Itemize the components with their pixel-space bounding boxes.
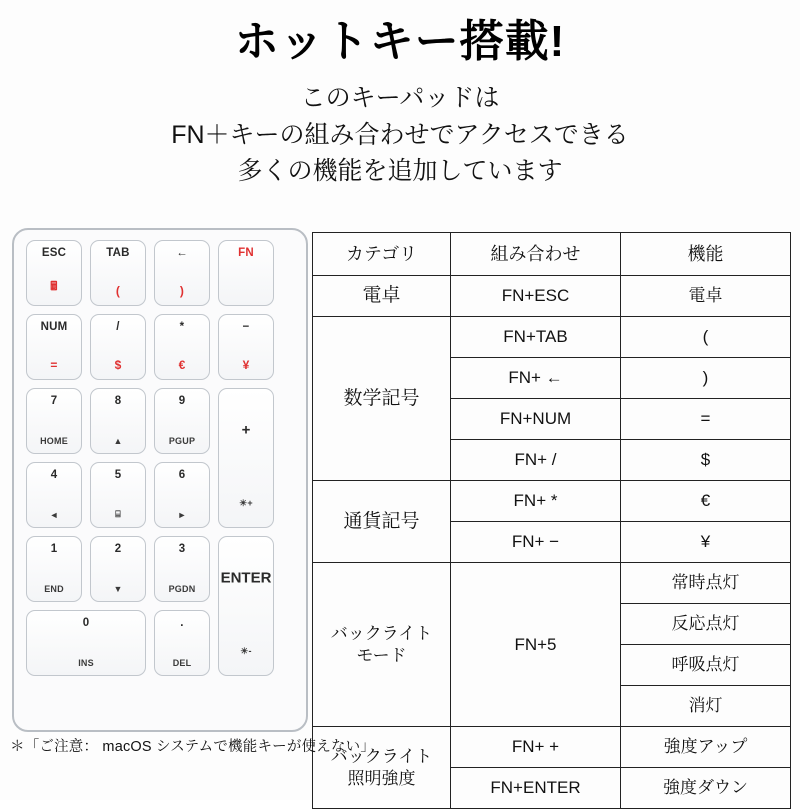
table-cell-combo: FN+ ← (451, 358, 621, 399)
key-k0-sublabel: INS (78, 658, 94, 668)
table-cell-category: 電卓 (313, 276, 451, 317)
hotkey-table-wrap (312, 232, 790, 809)
table-row (313, 563, 791, 604)
table-cell-function: 強度ダウン (621, 768, 791, 809)
key-k4-label: 4 (50, 469, 58, 481)
table-cell-category: 通貨記号 (313, 481, 451, 563)
key-slash[interactable] (90, 314, 146, 380)
key-num-label: NUM (40, 321, 68, 333)
key-k4-sublabel: ◄ (49, 510, 59, 520)
key-k5-label: 5 (114, 469, 122, 481)
key-minus-label: − (242, 321, 250, 333)
key-enter-sublabel: ☀- (240, 646, 252, 656)
key-fn[interactable] (218, 240, 274, 306)
table-cell-function: 呼吸点灯 (621, 645, 791, 686)
key-k3[interactable] (154, 536, 210, 602)
key-k0[interactable] (26, 610, 146, 676)
footnote: ＊「ご注意： macOS システムで機能キーが使えない」 (10, 739, 376, 755)
table-cell-function: $ (621, 440, 791, 481)
key-num[interactable] (26, 314, 82, 380)
table-cell-function: ( (621, 317, 791, 358)
table-cell-function: 消灯 (621, 686, 791, 727)
table-cell-function: ) (621, 358, 791, 399)
key-star-label: * (179, 321, 185, 333)
table-row (313, 317, 791, 358)
key-minus-sublabel: ¥ (242, 358, 250, 372)
key-k9-sublabel: PGUP (168, 436, 196, 446)
table-cell-function: 強度アップ (621, 727, 791, 768)
key-k6[interactable] (154, 462, 210, 528)
key-fn-label: FN (238, 247, 254, 259)
table-header-cell-1: 組み合わせ (451, 233, 621, 276)
table-row (313, 481, 791, 522)
key-tab-label: TAB (106, 247, 130, 259)
key-left[interactable] (154, 240, 210, 306)
table-cell-combo: FN+ + (451, 727, 621, 768)
key-tab[interactable] (90, 240, 146, 306)
key-minus[interactable] (218, 314, 274, 380)
key-k6-sublabel: ► (177, 510, 187, 520)
key-left-sublabel: ) (179, 284, 185, 298)
key-star[interactable] (154, 314, 210, 380)
key-k8-sublabel: ▲ (113, 436, 123, 446)
key-k7-label: 7 (50, 395, 58, 407)
key-k9[interactable] (154, 388, 210, 454)
key-k2-sublabel: ▼ (113, 584, 123, 594)
key-dot-sublabel: DEL (172, 658, 192, 668)
keypad-body (12, 228, 308, 732)
key-plus-sublabel: ☀+ (239, 498, 253, 508)
table-cell-function: ¥ (621, 522, 791, 563)
key-k9-label: 9 (178, 395, 186, 407)
page-title: ホットキー搭載! (234, 17, 566, 66)
key-k5-sublabel: ⌸ (115, 509, 121, 519)
key-k3-label: 3 (178, 543, 186, 555)
subtitle-block (0, 80, 800, 189)
table-cell-category: 数学記号 (313, 317, 451, 481)
table-row (313, 727, 791, 768)
table-cell-function: = (621, 399, 791, 440)
table-cell-function: 反応点灯 (621, 604, 791, 645)
key-dot[interactable] (154, 610, 210, 676)
table-cell-combo: FN+NUM (451, 399, 621, 440)
key-slash-label: / (116, 321, 120, 333)
table-header-cell-0: カテゴリ (313, 233, 451, 276)
key-k8[interactable] (90, 388, 146, 454)
table-cell-function: 電卓 (621, 276, 791, 317)
key-k7[interactable] (26, 388, 82, 454)
table-cell-combo: FN+ / (451, 440, 621, 481)
table-cell-category: バックライト 照明強度 (313, 727, 451, 809)
keypad-illustration (8, 228, 308, 738)
key-left-label: ← (176, 247, 188, 259)
key-k1[interactable] (26, 536, 82, 602)
key-tab-sublabel: ( (115, 284, 121, 298)
key-esc[interactable] (26, 240, 82, 306)
key-esc-sublabel: 🖩 (50, 279, 58, 293)
key-dot-label: . (180, 617, 184, 629)
table-header-cell-2: 機能 (621, 233, 791, 276)
table-cell-combo: FN+ − (451, 522, 621, 563)
key-k3-sublabel: PGDN (168, 584, 196, 594)
key-k5[interactable] (90, 462, 146, 528)
table-cell-function: 常時点灯 (621, 563, 791, 604)
hotkey-table (312, 232, 791, 809)
table-cell-combo: FN+ENTER (451, 768, 621, 809)
key-k2-label: 2 (114, 543, 122, 555)
table-cell-category: バックライト モード (313, 563, 451, 727)
key-esc-label: ESC (41, 247, 67, 259)
table-cell-combo: FN+ * (451, 481, 621, 522)
key-k4[interactable] (26, 462, 82, 528)
key-plus-label: + (241, 421, 251, 439)
key-k1-label: 1 (50, 543, 58, 555)
key-k2[interactable] (90, 536, 146, 602)
table-cell-function: € (621, 481, 791, 522)
subtitle-line-3: 多くの機能を追加しています (237, 156, 563, 185)
keypad-keys (26, 240, 294, 720)
key-k7-sublabel: HOME (40, 436, 68, 446)
key-k8-label: 8 (114, 395, 122, 407)
table-cell-combo: FN+5 (451, 563, 621, 727)
key-k0-label: 0 (82, 617, 90, 629)
table-cell-combo: FN+TAB (451, 317, 621, 358)
key-k6-label: 6 (178, 469, 186, 481)
key-slash-sublabel: $ (114, 358, 122, 372)
key-num-sublabel: = (50, 358, 58, 372)
key-plus[interactable] (218, 388, 274, 528)
key-enter-label: ENTER (220, 569, 272, 587)
subtitle-line-1: このキーパッドは (300, 84, 500, 113)
table-cell-combo: FN+ESC (451, 276, 621, 317)
table-row (313, 276, 791, 317)
table-header-row (313, 233, 791, 276)
key-star-sublabel: € (178, 358, 186, 372)
subtitle-line-2: FN＋キーの組み合わせでアクセスできる (171, 120, 629, 149)
key-enter[interactable] (218, 536, 274, 676)
key-k1-sublabel: END (44, 584, 64, 594)
